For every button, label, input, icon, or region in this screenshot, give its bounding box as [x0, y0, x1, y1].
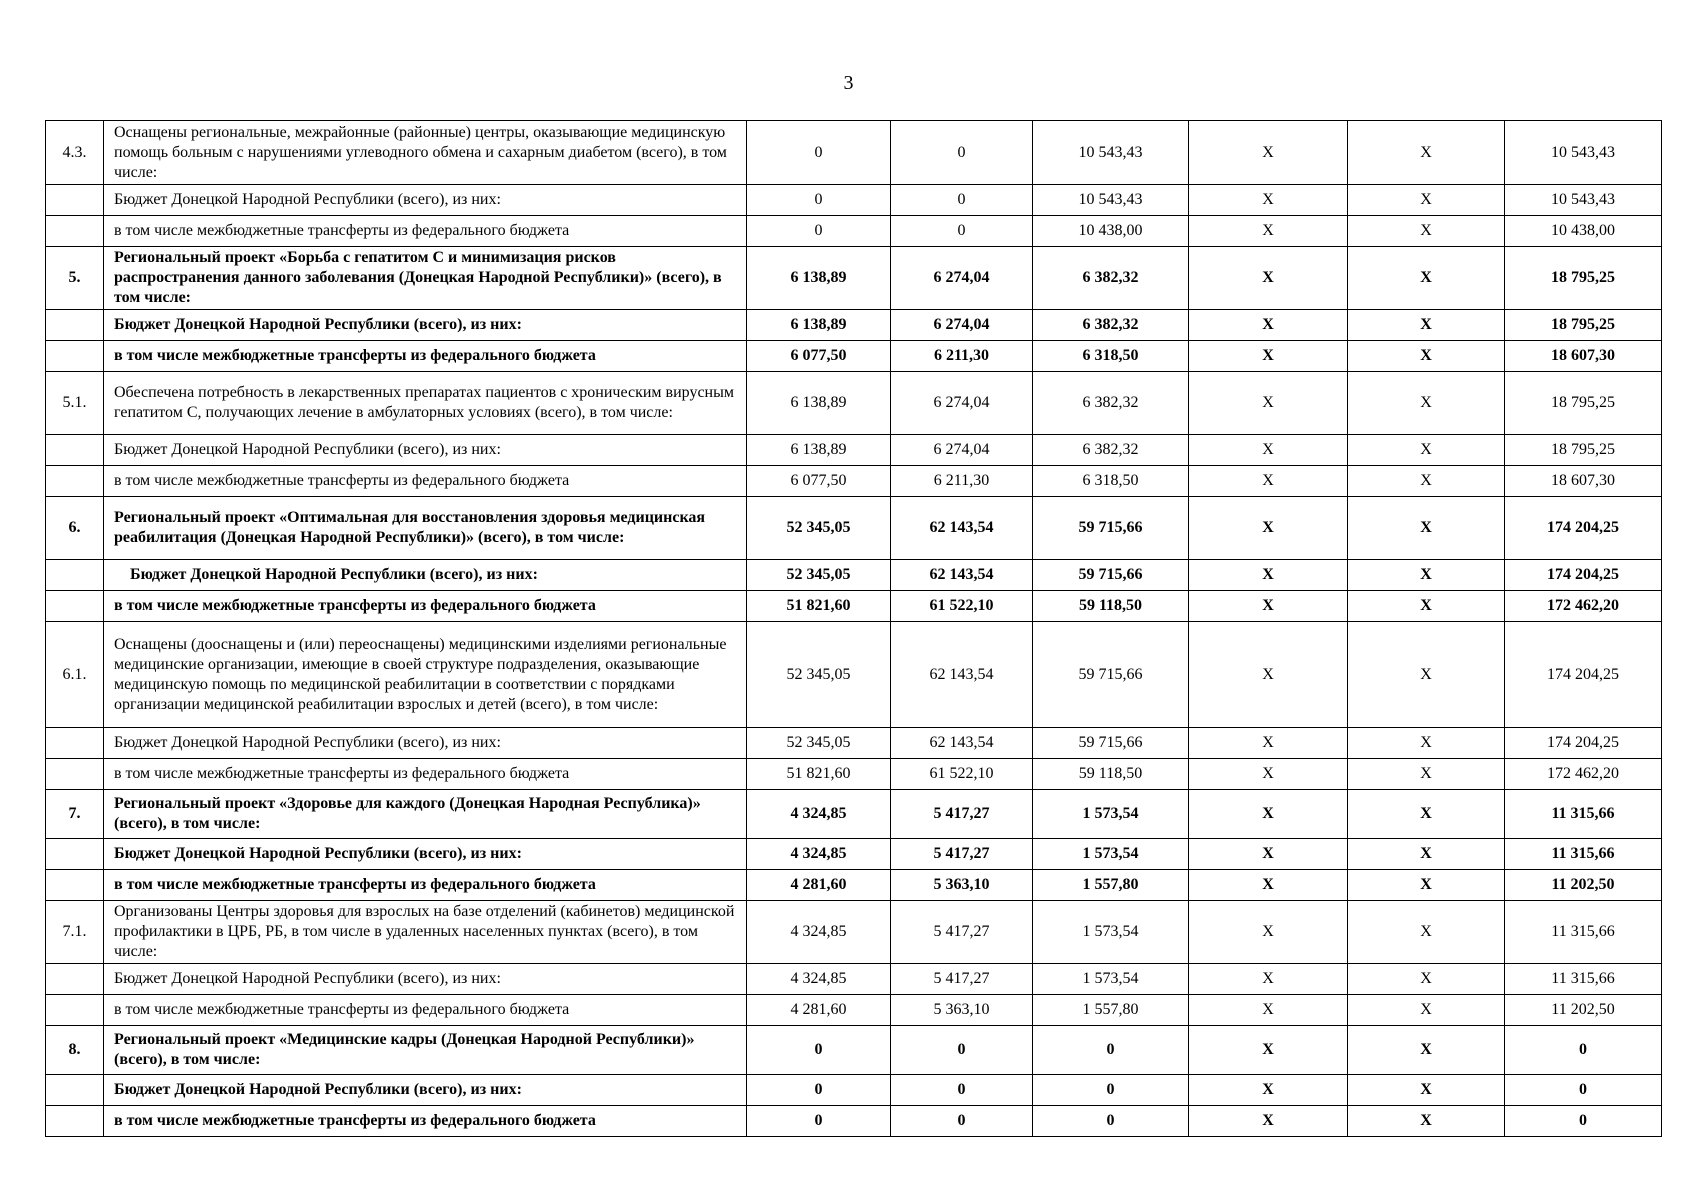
table-row	[46, 372, 1662, 435]
value-total: 11 202,50	[1505, 995, 1662, 1026]
table-row	[46, 901, 1662, 964]
value-2: 5 417,27	[891, 790, 1033, 839]
value-5: X	[1348, 216, 1505, 247]
table-row	[46, 964, 1662, 995]
value-total: 11 315,66	[1505, 901, 1662, 964]
value-5: X	[1348, 497, 1505, 560]
value-1: 6 077,50	[747, 466, 891, 497]
value-3: 10 543,43	[1033, 121, 1189, 185]
value-5: X	[1348, 1106, 1505, 1137]
table-row	[46, 216, 1662, 247]
value-total: 172 462,20	[1505, 759, 1662, 790]
value-2: 0	[891, 185, 1033, 216]
value-5: X	[1348, 759, 1505, 790]
table-row	[46, 1026, 1662, 1075]
value-1: 0	[747, 216, 891, 247]
value-5: X	[1348, 901, 1505, 964]
row-number	[46, 216, 104, 247]
value-5: X	[1348, 121, 1505, 185]
value-3: 10 543,43	[1033, 185, 1189, 216]
value-4: X	[1189, 466, 1348, 497]
value-4: X	[1189, 964, 1348, 995]
value-3: 1 573,54	[1033, 790, 1189, 839]
value-3: 59 118,50	[1033, 759, 1189, 790]
value-1: 0	[747, 121, 891, 185]
row-number	[46, 964, 104, 995]
value-total: 18 795,25	[1505, 310, 1662, 341]
row-description: Бюджет Донецкой Народной Республики (всего), из них:	[104, 1075, 747, 1106]
value-1: 6 138,89	[747, 435, 891, 466]
value-1: 6 138,89	[747, 372, 891, 435]
value-5: X	[1348, 1075, 1505, 1106]
value-3: 59 715,66	[1033, 728, 1189, 759]
value-4: X	[1189, 560, 1348, 591]
value-total: 10 543,43	[1505, 185, 1662, 216]
value-4: X	[1189, 870, 1348, 901]
value-3: 59 715,66	[1033, 622, 1189, 728]
value-1: 4 324,85	[747, 839, 891, 870]
value-total: 11 315,66	[1505, 839, 1662, 870]
value-total: 18 795,25	[1505, 247, 1662, 310]
value-1: 0	[747, 1026, 891, 1075]
value-total: 0	[1505, 1026, 1662, 1075]
row-number	[46, 310, 104, 341]
row-description: Бюджет Донецкой Народной Республики (всего), из них:	[104, 839, 747, 870]
value-total: 174 204,25	[1505, 728, 1662, 759]
table-row	[46, 995, 1662, 1026]
row-description: Региональный проект «Оптимальная для восстановления здоровья медицинская реабилитация (Донецкая Народной Республики)» (всего), в том числе:	[104, 497, 747, 560]
value-4: X	[1189, 497, 1348, 560]
value-5: X	[1348, 310, 1505, 341]
row-number: 4.3.	[46, 121, 104, 185]
value-3: 6 318,50	[1033, 341, 1189, 372]
table-row	[46, 1106, 1662, 1137]
row-number	[46, 185, 104, 216]
value-5: X	[1348, 466, 1505, 497]
value-2: 6 274,04	[891, 247, 1033, 310]
value-5: X	[1348, 185, 1505, 216]
value-2: 0	[891, 1075, 1033, 1106]
value-total: 11 315,66	[1505, 964, 1662, 995]
budget-table	[45, 120, 1662, 1137]
row-description: Оснащены (дооснащены и (или) переоснащены) медицинскими изделиями региональные медицинские организации, имеющие в своей структуре подразделения, оказывающие медицинскую помощь по медицинской реабилитации в соответствии с порядками организации медицинской реабилитации взрослых и детей (всего), в том числе:	[104, 622, 747, 728]
value-1: 52 345,05	[747, 728, 891, 759]
value-2: 6 274,04	[891, 435, 1033, 466]
value-total: 18 607,30	[1505, 466, 1662, 497]
row-description: в том числе межбюджетные трансферты из федерального бюджета	[104, 759, 747, 790]
row-number	[46, 341, 104, 372]
row-description: Бюджет Донецкой Народной Республики (всего), из них:	[104, 435, 747, 466]
value-total: 174 204,25	[1505, 622, 1662, 728]
row-description: Организованы Центры здоровья для взрослых на базе отделений (кабинетов) медицинской профилактики в ЦРБ, РБ, в том числе в удаленных населенных пунктах (всего), в том числе:	[104, 901, 747, 964]
value-1: 4 281,60	[747, 870, 891, 901]
value-5: X	[1348, 1026, 1505, 1075]
table-row	[46, 247, 1662, 310]
value-1: 6 138,89	[747, 310, 891, 341]
row-number: 5.1.	[46, 372, 104, 435]
value-3: 6 382,32	[1033, 435, 1189, 466]
value-total: 18 795,25	[1505, 372, 1662, 435]
value-1: 0	[747, 185, 891, 216]
value-2: 62 143,54	[891, 560, 1033, 591]
value-3: 59 715,66	[1033, 497, 1189, 560]
value-3: 0	[1033, 1075, 1189, 1106]
value-5: X	[1348, 870, 1505, 901]
value-4: X	[1189, 839, 1348, 870]
value-5: X	[1348, 622, 1505, 728]
value-3: 1 557,80	[1033, 870, 1189, 901]
row-description: Оснащены региональные, межрайонные (районные) центры, оказывающие медицинскую помощь больным с нарушениями углеводного обмена и сахарным диабетом (всего), в том числе:	[104, 121, 747, 185]
value-total: 10 438,00	[1505, 216, 1662, 247]
value-2: 6 211,30	[891, 466, 1033, 497]
value-4: X	[1189, 372, 1348, 435]
table-row	[46, 591, 1662, 622]
value-total: 0	[1505, 1106, 1662, 1137]
value-4: X	[1189, 759, 1348, 790]
table-row	[46, 1075, 1662, 1106]
page-number: 3	[843, 72, 854, 94]
value-2: 6 274,04	[891, 310, 1033, 341]
value-2: 0	[891, 121, 1033, 185]
value-3: 59 118,50	[1033, 591, 1189, 622]
value-5: X	[1348, 591, 1505, 622]
value-2: 5 363,10	[891, 870, 1033, 901]
value-5: X	[1348, 728, 1505, 759]
value-3: 59 715,66	[1033, 560, 1189, 591]
row-number	[46, 759, 104, 790]
row-description: в том числе межбюджетные трансферты из федерального бюджета	[104, 591, 747, 622]
value-4: X	[1189, 995, 1348, 1026]
table-row	[46, 435, 1662, 466]
value-3: 6 318,50	[1033, 466, 1189, 497]
row-description: в том числе межбюджетные трансферты из федерального бюджета	[104, 995, 747, 1026]
table-row	[46, 870, 1662, 901]
value-2: 6 211,30	[891, 341, 1033, 372]
row-description: в том числе межбюджетные трансферты из федерального бюджета	[104, 466, 747, 497]
table-row	[46, 728, 1662, 759]
row-number: 7.	[46, 790, 104, 839]
value-total: 174 204,25	[1505, 560, 1662, 591]
value-3: 0	[1033, 1026, 1189, 1075]
table-row	[46, 185, 1662, 216]
value-total: 0	[1505, 1075, 1662, 1106]
row-number: 7.1.	[46, 901, 104, 964]
value-2: 61 522,10	[891, 759, 1033, 790]
value-2: 5 363,10	[891, 995, 1033, 1026]
value-5: X	[1348, 341, 1505, 372]
value-3: 1 573,54	[1033, 839, 1189, 870]
value-2: 0	[891, 1106, 1033, 1137]
row-description: Бюджет Донецкой Народной Республики (всего), из них:	[104, 185, 747, 216]
row-description: в том числе межбюджетные трансферты из федерального бюджета	[104, 341, 747, 372]
value-total: 18 607,30	[1505, 341, 1662, 372]
row-description: в том числе межбюджетные трансферты из федерального бюджета	[104, 1106, 747, 1137]
row-description: Бюджет Донецкой Народной Республики (всего), из них:	[104, 310, 747, 341]
value-1: 51 821,60	[747, 759, 891, 790]
value-1: 0	[747, 1106, 891, 1137]
row-description: Региональный проект «Борьба с гепатитом С и минимизация рисков распространения данного заболевания (Донецкая Народной Республики)» (всего), в том числе:	[104, 247, 747, 310]
value-total: 11 202,50	[1505, 870, 1662, 901]
row-description: Обеспечена потребность в лекарственных препаратах пациентов с хроническим вирусным гепатитом С, получающих лечение в амбулаторных условиях (всего), в том числе:	[104, 372, 747, 435]
table-row	[46, 466, 1662, 497]
value-2: 0	[891, 216, 1033, 247]
value-4: X	[1189, 622, 1348, 728]
row-description: Бюджет Донецкой Народной Республики (всего), из них:	[104, 728, 747, 759]
value-2: 62 143,54	[891, 622, 1033, 728]
row-number	[46, 839, 104, 870]
row-number: 6.1.	[46, 622, 104, 728]
value-3: 1 557,80	[1033, 995, 1189, 1026]
value-4: X	[1189, 1026, 1348, 1075]
row-number	[46, 591, 104, 622]
value-1: 51 821,60	[747, 591, 891, 622]
value-4: X	[1189, 790, 1348, 839]
value-5: X	[1348, 247, 1505, 310]
value-1: 4 324,85	[747, 901, 891, 964]
value-3: 0	[1033, 1106, 1189, 1137]
value-3: 10 438,00	[1033, 216, 1189, 247]
value-1: 52 345,05	[747, 560, 891, 591]
value-4: X	[1189, 310, 1348, 341]
table-row	[46, 121, 1662, 185]
value-2: 5 417,27	[891, 901, 1033, 964]
value-total: 11 315,66	[1505, 790, 1662, 839]
value-4: X	[1189, 728, 1348, 759]
value-5: X	[1348, 964, 1505, 995]
row-number: 5.	[46, 247, 104, 310]
row-number	[46, 466, 104, 497]
value-2: 0	[891, 1026, 1033, 1075]
value-total: 10 543,43	[1505, 121, 1662, 185]
row-number	[46, 1075, 104, 1106]
value-2: 5 417,27	[891, 839, 1033, 870]
row-description: Бюджет Донецкой Народной Республики (всего), из них:	[104, 964, 747, 995]
row-description: Бюджет Донецкой Народной Республики (всего), из них:	[104, 560, 747, 591]
value-4: X	[1189, 591, 1348, 622]
value-2: 6 274,04	[891, 372, 1033, 435]
table-row	[46, 341, 1662, 372]
table-row	[46, 759, 1662, 790]
value-3: 6 382,32	[1033, 247, 1189, 310]
value-4: X	[1189, 185, 1348, 216]
row-number	[46, 560, 104, 591]
value-5: X	[1348, 372, 1505, 435]
value-1: 52 345,05	[747, 497, 891, 560]
value-1: 6 077,50	[747, 341, 891, 372]
table-row	[46, 622, 1662, 728]
row-number	[46, 1106, 104, 1137]
value-1: 4 324,85	[747, 964, 891, 995]
row-number	[46, 870, 104, 901]
value-3: 1 573,54	[1033, 964, 1189, 995]
row-number	[46, 728, 104, 759]
value-2: 62 143,54	[891, 497, 1033, 560]
value-total: 18 795,25	[1505, 435, 1662, 466]
value-3: 6 382,32	[1033, 310, 1189, 341]
value-4: X	[1189, 901, 1348, 964]
row-description: в том числе межбюджетные трансферты из федерального бюджета	[104, 216, 747, 247]
value-5: X	[1348, 839, 1505, 870]
row-description: в том числе межбюджетные трансферты из федерального бюджета	[104, 870, 747, 901]
row-number	[46, 435, 104, 466]
value-1: 52 345,05	[747, 622, 891, 728]
table-row	[46, 790, 1662, 839]
value-5: X	[1348, 560, 1505, 591]
table-row	[46, 560, 1662, 591]
value-4: X	[1189, 121, 1348, 185]
value-2: 5 417,27	[891, 964, 1033, 995]
value-total: 174 204,25	[1505, 497, 1662, 560]
value-3: 1 573,54	[1033, 901, 1189, 964]
value-1: 4 281,60	[747, 995, 891, 1026]
table-row	[46, 310, 1662, 341]
value-2: 61 522,10	[891, 591, 1033, 622]
value-2: 62 143,54	[891, 728, 1033, 759]
value-5: X	[1348, 790, 1505, 839]
value-total: 172 462,20	[1505, 591, 1662, 622]
row-number: 6.	[46, 497, 104, 560]
row-number: 8.	[46, 1026, 104, 1075]
row-description: Региональный проект «Здоровье для каждого (Донецкая Народная Республика)» (всего), в том числе:	[104, 790, 747, 839]
value-5: X	[1348, 995, 1505, 1026]
value-5: X	[1348, 435, 1505, 466]
value-4: X	[1189, 1106, 1348, 1137]
value-4: X	[1189, 216, 1348, 247]
row-description: Региональный проект «Медицинские кадры (Донецкая Народной Республики)» (всего), в том числе:	[104, 1026, 747, 1075]
value-3: 6 382,32	[1033, 372, 1189, 435]
value-4: X	[1189, 435, 1348, 466]
row-number	[46, 995, 104, 1026]
value-1: 4 324,85	[747, 790, 891, 839]
value-4: X	[1189, 1075, 1348, 1106]
value-4: X	[1189, 247, 1348, 310]
table-row	[46, 839, 1662, 870]
value-4: X	[1189, 341, 1348, 372]
value-1: 6 138,89	[747, 247, 891, 310]
value-1: 0	[747, 1075, 891, 1106]
table-row	[46, 497, 1662, 560]
